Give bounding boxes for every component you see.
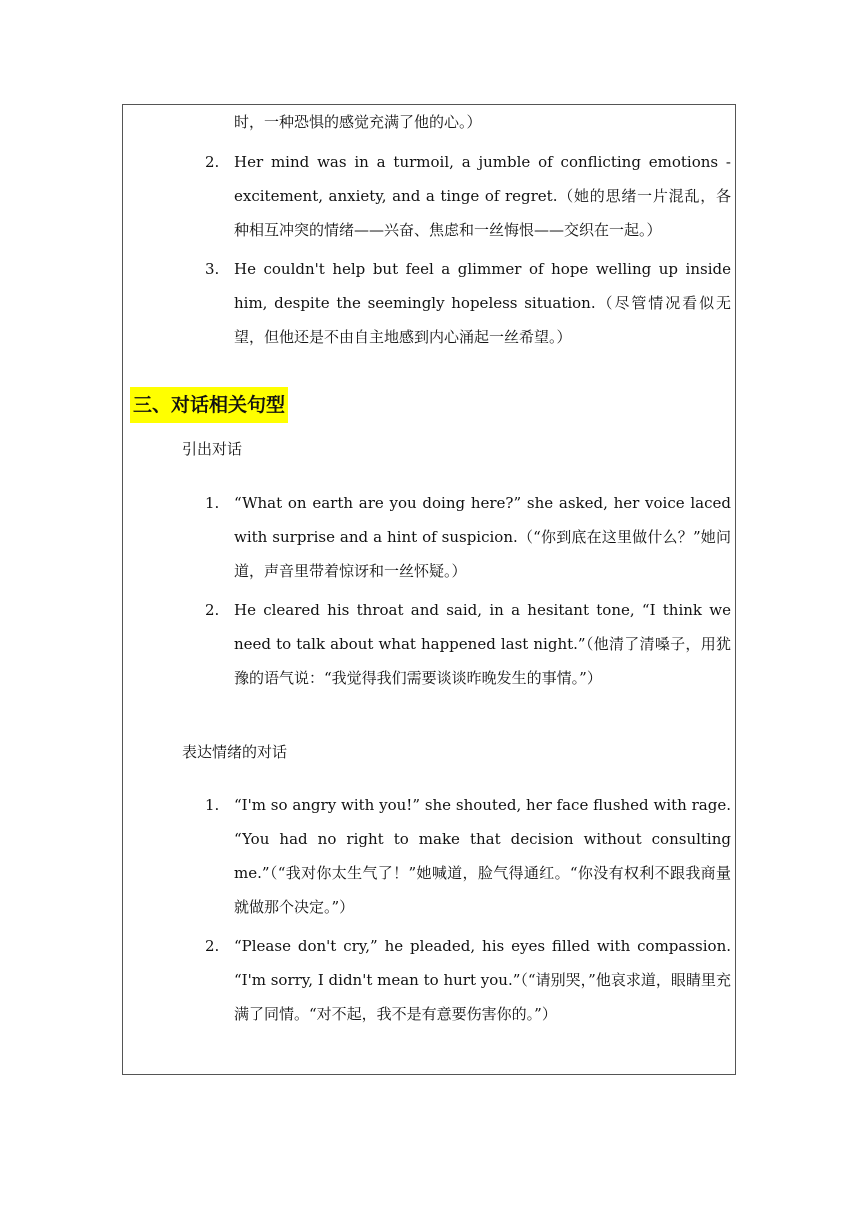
list-number: 2. [205, 937, 220, 955]
list-text: He cleared his throat and said, in a hesitant tone, “I think we need to talk about what happened last night.”（他清了清嗓子，用犹豫的语气说：“我觉得我们需要谈谈昨晚发生的事情。”） [234, 601, 731, 687]
list-item [205, 593, 731, 695]
continued-paragraph: 时，一种恐惧的感觉充满了他的心。） [234, 113, 482, 131]
list-text: “Please don't cry,” he pleaded, his eyes filled with compassion. “I'm sorry, I didn't mean to hurt you.”（“请别哭，”他哀求道，眼睛里充满了同情。“对不起，我不是有意要伤害你的。”） [234, 937, 731, 1023]
list-text: Her mind was in a turmoil, a jumble of conflicting emotions - excitement, anxiety, and a tinge of regret.（她的思绪一片混乱，各种相互冲突的情绪——兴奋、焦虑和一丝悔恨——交织在一起。） [234, 153, 731, 239]
list-item [205, 145, 731, 247]
list-number: 1. [205, 796, 220, 814]
list-number: 1. [205, 494, 220, 512]
list-item [205, 252, 731, 354]
subheading-emotional-dialogue: 表达情绪的对话 [182, 743, 288, 761]
list-text: He couldn't help but feel a glimmer of hope welling up inside him, despite the seemingly hopeless situation.（尽管情况看似无望，但他还是不由自主地感到内心涌起一丝希望。） [234, 260, 731, 346]
list-number: 2. [205, 601, 220, 619]
list-text: “I'm so angry with you!” she shouted, her face flushed with rage. “You had no right to make that decision without consulting me.”（“我对你太生气了！”她喊道，脸气得通红。“你没有权利不跟我商量就做那个决定。”） [234, 796, 731, 916]
section-heading: 三、对话相关句型 [130, 387, 288, 423]
list-text: “What on earth are you doing here?” she asked, her voice laced with surprise and a hint of suspicion.（“你到底在这里做什么？”她问道，声音里带着惊讶和一丝怀疑。） [234, 494, 731, 580]
subheading-introduce-dialogue: 引出对话 [182, 440, 243, 458]
list-item [205, 929, 731, 1031]
list-number: 3. [205, 260, 220, 278]
list-number: 2. [205, 153, 220, 171]
list-item [205, 788, 731, 924]
list-item [205, 486, 731, 588]
